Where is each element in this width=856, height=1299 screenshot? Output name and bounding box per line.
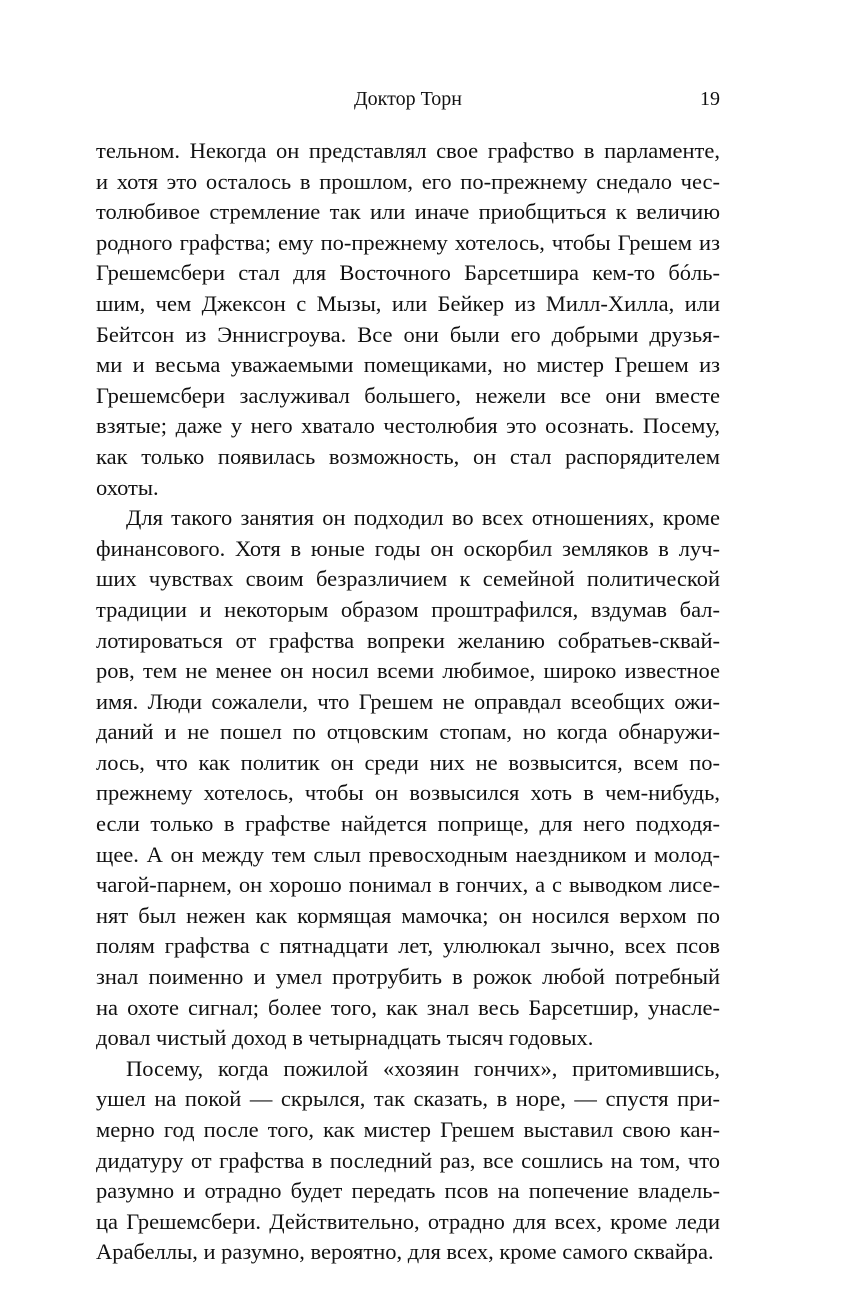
text-line: разумно и отрадно будет передать псов на попечение владель- bbox=[96, 1178, 720, 1204]
text-line: имя. Люди сожалели, что Грешем не оправдал всеобщих ожи- bbox=[96, 688, 720, 714]
running-title: Доктор Торн bbox=[354, 88, 462, 110]
text-line: довал чистый доход в четырнадцать тысяч годовых. bbox=[96, 1025, 594, 1051]
text-line: Грешемсбери заслуживал большего, нежели все они вместе bbox=[96, 382, 720, 408]
text-line: традиции и некоторым образом проштрафился, вздумав бал- bbox=[96, 596, 720, 622]
text-line: ших чувствах своим безразличием к семейной политической bbox=[96, 566, 720, 592]
text-line: ров, тем не менее он носил всеми любимое, широко известное bbox=[96, 658, 720, 684]
text-line: щее. А он между тем слыл превосходным наездником и молод- bbox=[96, 841, 720, 867]
text-line: лось, что как политик он среди них не возвысится, всем по- bbox=[96, 749, 720, 775]
text-line: ми и весьма уважаемыми помещиками, но мистер Грешем из bbox=[96, 352, 720, 378]
text-line: родного графства; ему по-прежнему хотелось, чтобы Грешем из bbox=[96, 229, 720, 255]
text-line: на охоте сигнал; более того, как знал весь Барсетшир, унасле- bbox=[96, 994, 720, 1020]
text-line: прежнему хотелось, чтобы он возвысился хоть в чем-нибудь, bbox=[96, 780, 720, 806]
text-line: и хотя это осталось в прошлом, его по-прежнему снедало чес- bbox=[96, 168, 720, 194]
text-line: Посему, когда пожилой «хозяин гончих», притомившись, bbox=[126, 1055, 720, 1081]
text-line: если только в графстве найдется поприще, для него подходя- bbox=[96, 811, 720, 837]
text-line: как только появилась возможность, он стал распорядителем bbox=[96, 443, 720, 469]
text-line: Грешемсбери стал для Восточного Барсетшира кем-то бóль- bbox=[96, 260, 720, 286]
body-text bbox=[96, 136, 720, 1268]
running-header bbox=[96, 84, 720, 114]
page-number: 19 bbox=[700, 88, 720, 110]
text-line: Бейтсон из Эннисгроува. Все они были его добрыми друзья- bbox=[96, 321, 720, 347]
paragraph-3 bbox=[96, 1054, 720, 1268]
paragraph-1 bbox=[96, 136, 720, 503]
text-line: мерно год после того, как мистер Грешем выставил свою кан- bbox=[96, 1117, 720, 1142]
text-line: толюбивое стремление так или иначе приобщиться к величию bbox=[96, 199, 720, 225]
text-line: финансового. Хотя в юные годы он оскорбил земляков в луч- bbox=[96, 535, 720, 561]
text-line: охоты. bbox=[96, 474, 159, 500]
text-line: Арабеллы, и разумно, вероятно, для всех, кроме самого сквайра. bbox=[96, 1239, 714, 1265]
text-line: тельном. Некогда он представлял свое графство в парламенте, bbox=[96, 138, 720, 163]
text-line: полям графства с пятнадцати лет, улюлюкал зычно, всех псов bbox=[96, 933, 720, 959]
text-line: ца Грешемсбери. Действительно, отрадно для всех, кроме леди bbox=[96, 1208, 720, 1234]
text-line: чагой-парнем, он хорошо понимал в гончих, а с выводком лисе- bbox=[96, 872, 720, 898]
text-line: дидатуру от графства в последний раз, все сошлись на том, что bbox=[96, 1147, 720, 1173]
text-line: знал поименно и умел протрубить в рожок любой потребный bbox=[96, 964, 720, 990]
text-line: шим, чем Джексон с Мызы, или Бейкер из Милл-Хилла, или bbox=[96, 290, 720, 316]
text-line: взятые; даже у него хватало честолюбия это осознать. Посему, bbox=[96, 413, 720, 439]
text-line: нят был нежен как кормящая мамочка; он носился верхом по bbox=[96, 902, 720, 928]
text-line: Для такого занятия он подходил во всех отношениях, кроме bbox=[126, 505, 720, 531]
text-line: лотироваться от графства вопреки желанию собратьев-сквай- bbox=[96, 627, 720, 653]
text-line: даний и не пошел по отцовским стопам, но когда обнаружи- bbox=[96, 719, 720, 745]
text-line: ушел на покой — скрылся, так сказать, в норе, — спустя при- bbox=[96, 1086, 720, 1112]
paragraph-2 bbox=[96, 503, 720, 1054]
